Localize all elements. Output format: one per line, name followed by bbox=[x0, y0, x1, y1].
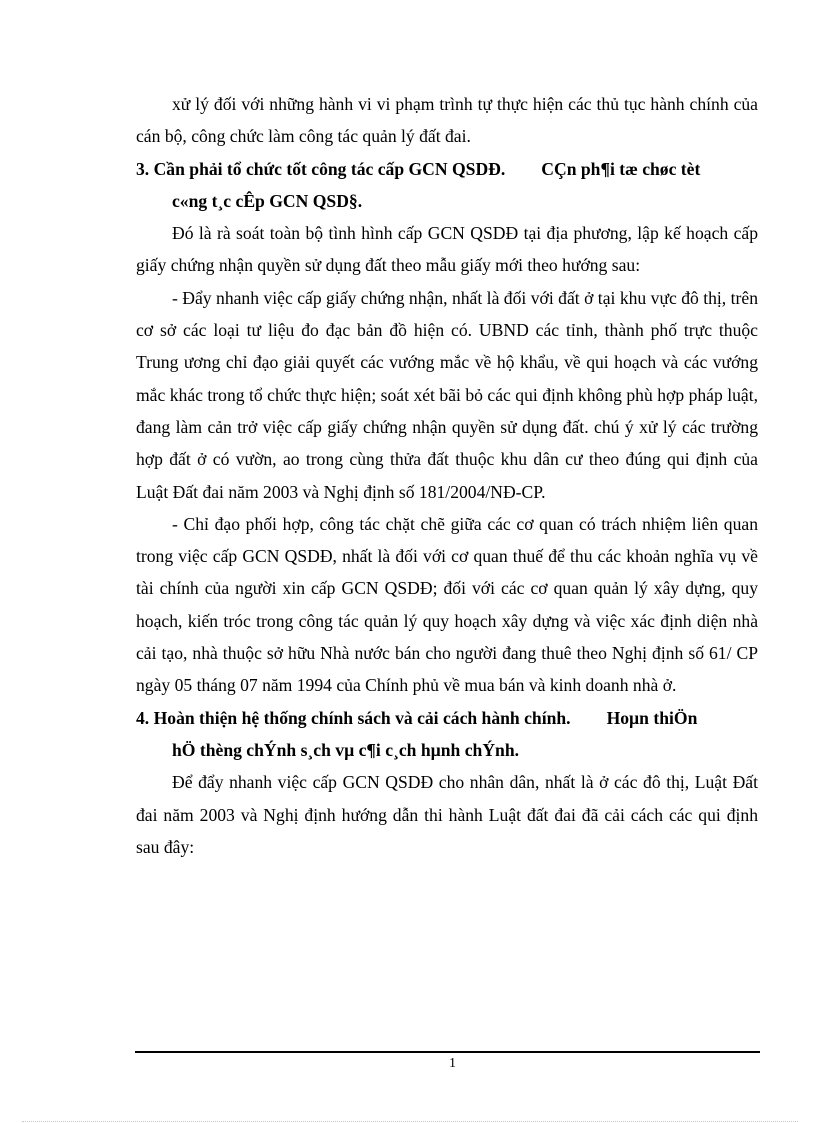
section-heading-3 bbox=[136, 153, 758, 218]
section-heading-encoded-text: Hoµn thiÖn bbox=[606, 707, 698, 728]
body-paragraph: - Đẩy nhanh việc cấp giấy chứng nhận, nhất là đối với đất ở tại khu vực đô thị, trên cơ sở các loại tư liệu đo đạc bản đồ hiện có. UBND các tỉnh, thành phố trực thuộc Trung ương chỉ đạo giải quyết các vướng mắc về hộ khẩu, về qui hoạch và các vướng mắc khác trong tổ chức thực hiện; soát xét bãi bỏ các qui định không phù hợp pháp luật, đang làm cản trở việc cấp giấy chứng nhận quyền sử dụng đất. chú ý xử lý các trường hợp đất ở có vườn, ao trong cùng thửa đất thuộc khu dân cư theo đúng qui định của Luật Đất đai năm 2003 và Nghị định số 181/2004/NĐ-CP. bbox=[136, 287, 758, 502]
footer-divider bbox=[135, 1051, 760, 1053]
body-paragraph: xử lý đối với những hành vi vi phạm trình tự thực hiện các thủ tục hành chính của cán bộ, công chức làm công tác quản lý đất đai. bbox=[136, 94, 758, 147]
body-paragraph: Đó là rà soát toàn bộ tình hình cấp GCN QSDĐ tại địa phương, lập kế hoạch cấp giấy chứng nhận quyền sử dụng đất theo mẫu giấy mới theo hướng sau: bbox=[136, 223, 758, 276]
section-heading-encoded-text: CÇn ph¶i tæ chøc tèt bbox=[541, 158, 701, 179]
section-heading-encoded-text-continued: c«ng t¸c cÊp GCN QSD§. bbox=[172, 190, 363, 211]
body-paragraph: Để đẩy nhanh việc cấp GCN QSDĐ cho nhân dân, nhất là ở các đô thị, Luật Đất đai năm 2003 và Nghị định hướng dẫn thi hành Luật đất đai đã cải cách các qui định sau đây: bbox=[136, 772, 758, 857]
section-heading-4 bbox=[136, 702, 758, 767]
page-number: 1 bbox=[449, 1056, 456, 1071]
document-body bbox=[136, 88, 758, 863]
section-heading-title: 4. Hoàn thiện hệ thống chính sách và cải cách hành chính. bbox=[136, 707, 571, 728]
section-heading-encoded-text-continued: hÖ thèng chÝnh s¸ch vµ c¶i c¸ch hµnh chÝnh. bbox=[172, 739, 520, 760]
section-heading-title: 3. Cần phải tổ chức tốt công tác cấp GCN QSDĐ. bbox=[136, 158, 506, 179]
page-bottom-edge bbox=[22, 1121, 798, 1122]
body-paragraph: - Chỉ đạo phối hợp, công tác chặt chẽ giữa các cơ quan có trách nhiệm liên quan trong việc cấp GCN QSDĐ, nhất là đối với cơ quan thuế để thu các khoản nghĩa vụ về tài chính của người xin cấp GCN QSDĐ; đối với các cơ quan quản lý xây dựng, quy hoạch, kiến tróc trong công tác quản lý quy hoạch xây dựng và việc xác định diện nhà cải tạo, nhà thuộc sở hữu Nhà nước bán cho người đang thuê theo Nghị định số 61/ CP ngày 05 tháng 07 năm 1994 của Chính phủ về mua bán và kinh doanh nhà ở. bbox=[136, 513, 758, 696]
